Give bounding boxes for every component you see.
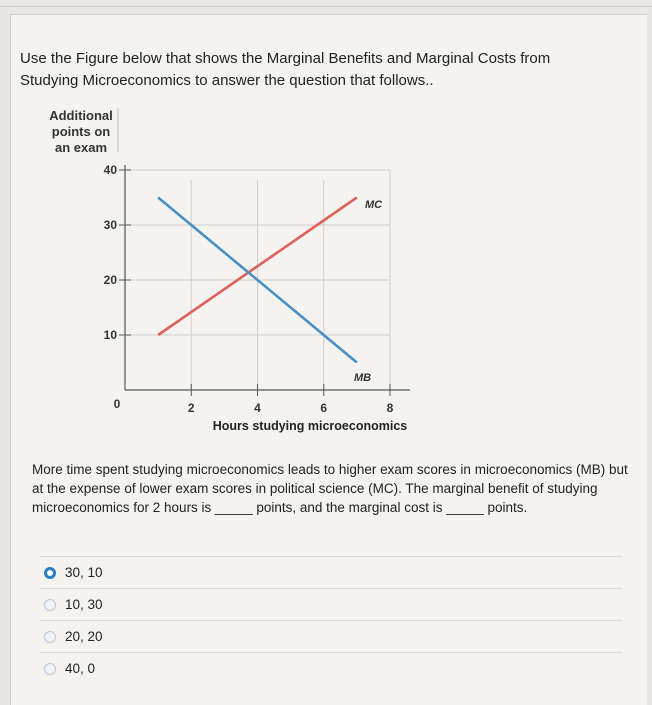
answer-options: [40, 556, 622, 684]
y-tick-label: 10: [103, 328, 117, 342]
series-label-mb: MB: [354, 372, 372, 384]
y-tick-label: 30: [103, 218, 117, 232]
series-label-mc: MC: [365, 199, 383, 211]
y-tick-label: 40: [103, 163, 117, 177]
question-intro: Use the Figure below that shows the Marginal Benefits and Marginal Costs from Studying Microeconomics to answer the question that follows..: [20, 50, 551, 89]
top-divider: [0, 6, 652, 7]
radio-button[interactable]: [44, 567, 56, 579]
option-label: 20, 20: [65, 629, 103, 644]
x-tick-label: 6: [320, 401, 328, 415]
mb-mc-chart: [30, 100, 450, 440]
x-tick-label: 2: [187, 401, 195, 415]
y-axis-label-line: an exam: [54, 140, 108, 155]
radio-button[interactable]: [44, 599, 56, 611]
x-axis-label: Hours studying microeconomics: [212, 419, 408, 433]
answer-option[interactable]: [40, 652, 622, 684]
answer-option[interactable]: [40, 620, 622, 652]
answer-option[interactable]: [40, 588, 622, 620]
y-axis-label-line: Additional: [49, 108, 113, 123]
x-tick-label: 8: [386, 401, 394, 415]
radio-button[interactable]: [44, 663, 56, 675]
radio-button[interactable]: [44, 631, 56, 643]
question-body: More time spent studying microeconomics leads to higher exam scores in microeconomics (MB) but at the expense of lower exam scores in political science (MC). The marginal benefit of studying microeconomics for 2 hours is _____ points, and the marginal cost is _____ points.: [32, 462, 628, 515]
option-label: 10, 30: [65, 597, 103, 612]
y-axis-label: [49, 108, 118, 155]
y-axis-label-line: points on: [51, 124, 111, 139]
y-tick-label: 20: [103, 273, 117, 287]
option-label: 30, 10: [65, 565, 103, 580]
x-tick-label: 4: [254, 401, 261, 415]
y-tick-label: 0: [113, 397, 121, 411]
answer-option[interactable]: [40, 556, 622, 588]
option-label: 40, 0: [65, 661, 96, 676]
